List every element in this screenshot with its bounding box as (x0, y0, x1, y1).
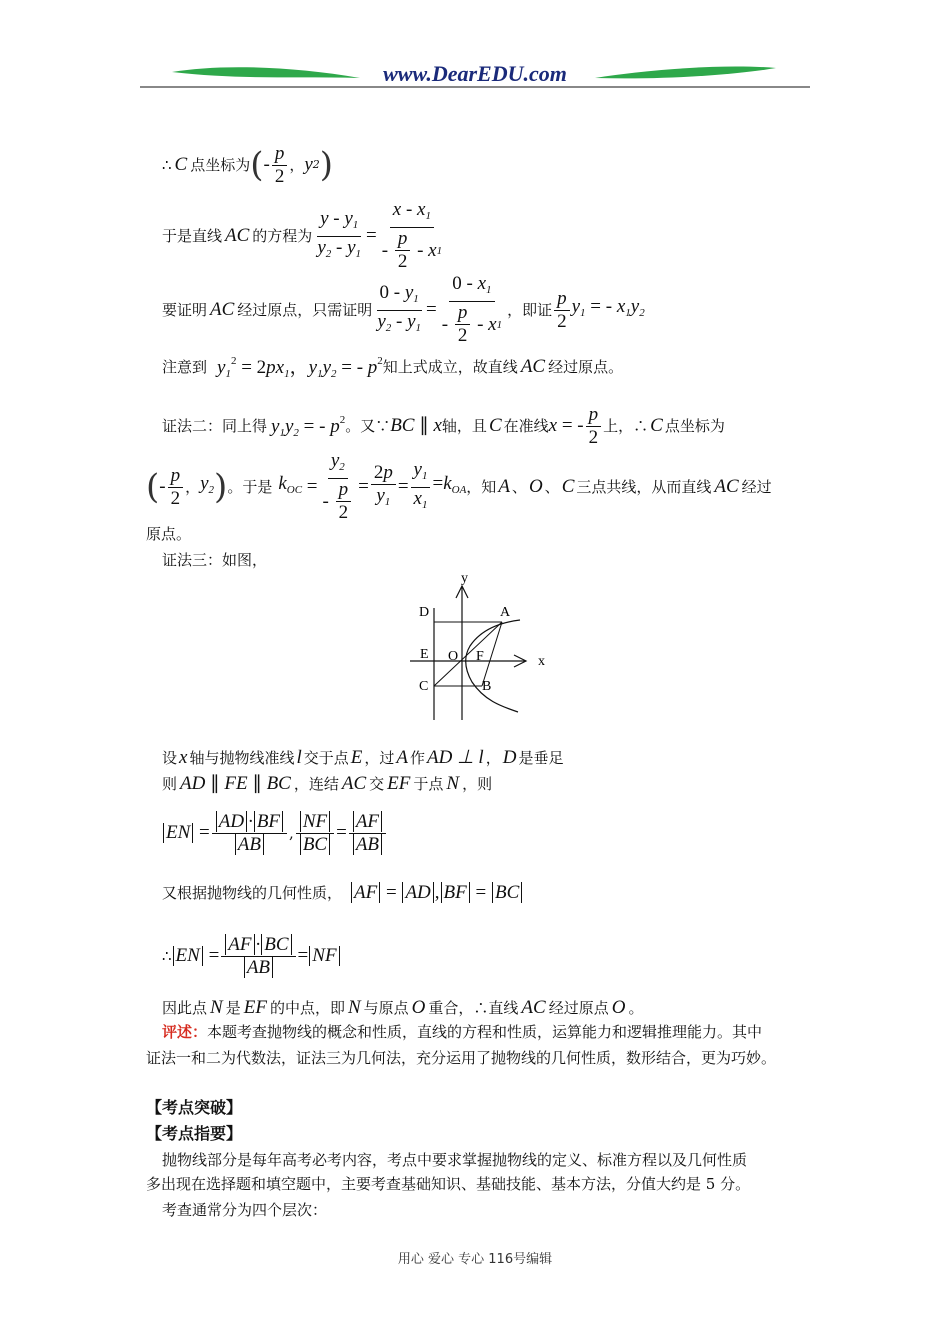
footer: 用心 爱心 专心 116号编辑 (397, 1252, 553, 1267)
label-d: D (419, 605, 430, 620)
label-x: x (538, 654, 545, 669)
line-slope: ( - $\frac{p}{2}$ ， $y_2$ ) 。于是 $k_{OC}$ = $y_2$ - $\frac{p}{2}$ = $\frac{2p}{y_1}$ = $\frac{y_1}{x_1}$ $=k_{OA}$ ，知 A 、 O 、 C 三点共线，从而直线 AC 经过 (146, 450, 772, 523)
label-o: O (448, 649, 459, 664)
line-en-ratio: EN = $\frac{AD \cdot BF}{AB}$ , $\frac{NF}{BC}$ = $\frac{AF}{AB}$ (162, 800, 388, 866)
section-guide: 【考点指要】 (146, 1124, 243, 1143)
label-e: E (420, 647, 429, 662)
paragraph-1: 抛物线部分是每年高考必考内容，考点中要求掌握抛物线的定义、标准方程以及几何性质 (162, 1151, 748, 1169)
parabola-curve (466, 620, 520, 712)
line-setup: 设 x 轴与抛物线准线 l 交于点 E ，过 A 作 AD ⊥ l ， D 是垂足 (162, 747, 564, 768)
label-y: y (461, 572, 468, 586)
label-c: C (419, 679, 429, 694)
review-label: 评述： (162, 1023, 208, 1041)
review-line-2: 证法一和二为代数法，证法三为几何法，充分运用了抛物线的几何性质，数形结合，更为巧妙。 (146, 1049, 777, 1067)
line-prove-origin: 要证明 AC 经过原点，只需证明 $\frac{0 - y_1}{y_2 - y_1}$ = $0 - x_1$ - $\frac{p}{2}$ - x 1 ，即证 $\frac{p}{2}$ $y_1$ = - $x_1y_2$ (162, 273, 645, 346)
review-line-1: 评述：本题考查抛物线的概念和性质，直线的方程和性质，运算能力和逻辑推理能力。其中 (162, 1023, 763, 1041)
line-method-two: 证法二：同上得 $y_1y_2$ = - $p^2$ 。又∵ BC ∥ x 轴，且 C 在准线 x = - $\frac{p}{2}$ 上，∴ C 点坐标为 (162, 403, 725, 448)
line-origin: 原点。 (146, 525, 192, 543)
left-swoosh (172, 67, 360, 78)
label-f: F (476, 649, 484, 664)
line-geometry-property: 又根据抛物线的几何性质， AF = AD , BF = BC (162, 878, 523, 908)
site-title: www.DearEDU.com (383, 61, 567, 86)
parabola-figure (400, 572, 560, 724)
line-c-coord: ∴ C 点坐标为 ( - $\frac{p}{2}$ ， y 2 ) (162, 142, 334, 187)
line-note: 注意到 $y_1^2 = 2px_1$，$y_1y_2$ = - $p^2$ 知上式成立，故直线 AC 经过原点。 (162, 354, 624, 380)
right-swoosh (595, 66, 776, 78)
line-final: 因此点 N 是 EF 的中点，即 N 与原点 O 重合，∴直线 AC 经过原点 O 。 (162, 997, 644, 1018)
line-ac-equation: 于是直线 AC 的方程为 $\frac{y - y_1}{y_2 - y_1}$ = x - $x_1$ - $\frac{p}{2}$ - x 1 (162, 199, 443, 272)
line-parallel: 则 AD ∥ FE ∥ BC ，连结 AC 交 EF 于点 N ，则 (162, 773, 493, 794)
line-conclusion-ratio: ∴ EN = $\frac{AF \cdot BC}{AB}$ = NF (162, 926, 341, 986)
label-a: A (500, 605, 511, 620)
label-b: B (482, 679, 492, 694)
line-method-three: 证法三：如图， (162, 551, 268, 569)
paragraph-3: 考查通常分为四个层次： (162, 1201, 328, 1219)
paragraph-2: 多出现在选择题和填空题中，主要考查基础知识、基础技能、基本方法，分值大约是 5 分。 (146, 1175, 751, 1193)
section-breakthrough: 【考点突破】 (146, 1098, 243, 1117)
header-banner (140, 58, 810, 94)
